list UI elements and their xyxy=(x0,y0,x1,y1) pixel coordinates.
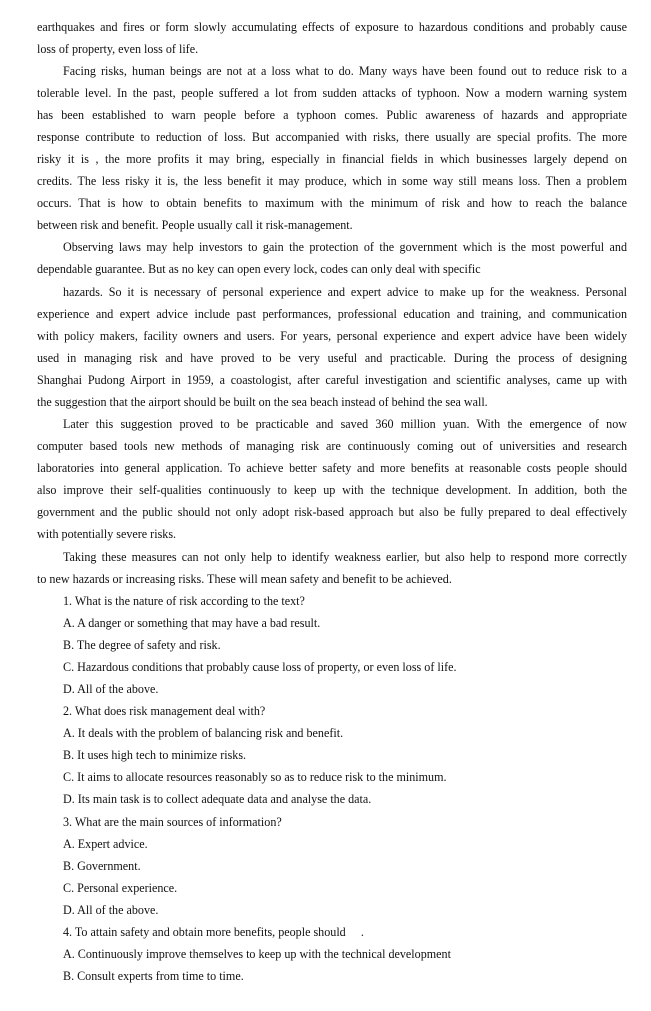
answer-option: A. It deals with the problem of balancing risk and benefit. xyxy=(63,726,344,740)
passage-line: occurs. That is how to obtain benefits to maximum with the minimum of risk and how to reach the balance xyxy=(37,196,627,210)
passage-line: loss of property, even loss of life. xyxy=(37,42,199,56)
passage-line: between risk and benefit. People usually call it risk-management. xyxy=(37,218,353,232)
passage-line: has been established to warn people before a typhoon comes. Public awareness of hazards and appropriate xyxy=(37,108,627,122)
passage-line: experience and expert advice include past performances, professional education and training, and communication xyxy=(37,307,627,321)
passage-line: Facing risks, human beings are not at a loss what to do. Many ways have been found out to reduce risk to a xyxy=(63,64,627,78)
passage-line: with potentially severe risks. xyxy=(37,527,177,541)
answer-option: B. Consult experts from time to time. xyxy=(63,969,244,983)
passage-line: risky it is , the more profits it may bring, especially in financial fields in which businesses largely depend on xyxy=(37,152,627,166)
passage-line: hazards. So it is necessary of personal experience and expert advice to make up for the weakness. Personal xyxy=(63,285,627,299)
answer-option: B. Government. xyxy=(63,859,141,873)
question-stem: 3. What are the main sources of information? xyxy=(63,815,282,829)
passage-line: credits. The less risky it is, the less benefit it may produce, which in some way still means loss. Then a problem xyxy=(37,174,627,188)
question-stem: 4. To attain safety and obtain more benefits, people should . xyxy=(63,925,364,939)
passage-line: to new hazards or increasing risks. These will mean safety and benefit to be achieved. xyxy=(37,572,452,586)
answer-option: C. Personal experience. xyxy=(63,881,178,895)
answer-option: D. Its main task is to collect adequate data and analyse the data. xyxy=(63,792,372,806)
answer-option: B. The degree of safety and risk. xyxy=(63,638,221,652)
question-stem: 2. What does risk management deal with? xyxy=(63,704,266,718)
passage-line: Observing laws may help investors to gain the protection of the government which is the most powerful and xyxy=(63,240,627,254)
passage-line: used in managing risk and have proved to be very useful and practicable. During the process of designing xyxy=(37,351,627,365)
passage-line: Later this suggestion proved to be practicable and saved 360 million yuan. With the emergence of now xyxy=(63,417,627,431)
passage-line: laboratories into general application. To achieve better safety and more benefits at reasonable costs people should xyxy=(37,461,627,475)
answer-option: A. Expert advice. xyxy=(63,837,148,851)
answer-option: B. It uses high tech to minimize risks. xyxy=(63,748,247,762)
passage-line: the suggestion that the airport should be built on the sea beach instead of behind the sea wall. xyxy=(37,395,488,409)
passage-line: Taking these measures can not only help to identify weakness earlier, but also help to respond more correctly xyxy=(63,550,627,564)
passage-line: with policy makers, facility owners and users. For years, personal experience and expert advice have been widely xyxy=(37,329,627,343)
answer-option: C. Hazardous conditions that probably cause loss of property, or even loss of life. xyxy=(63,660,457,674)
passage-line: response contribute to reduction of loss. But accompanied with risks, there usually are special profits. The more xyxy=(37,130,627,144)
passage-line: dependable guarantee. But as no key can open every lock, codes can only deal with specific xyxy=(37,262,481,276)
passage-line: earthquakes and fires or form slowly accumulating effects of exposure to hazardous conditions and probably cause xyxy=(37,20,627,34)
passage-line: computer based tools new methods of managing risk are continuously coming out of universities and research xyxy=(37,439,627,453)
passage-line: tolerable level. In the past, people suffered a lot from sudden attacks of typhoon. Now a modern warning system xyxy=(37,86,627,100)
answer-option: D. All of the above. xyxy=(63,682,159,696)
passage-line: also improve their self-qualities continuously to keep up with the technique development. In addition, both the xyxy=(37,483,627,497)
passage-line: Shanghai Pudong Airport in 1959, a coastologist, after careful investigation and scientific analyses, came up with xyxy=(37,373,627,387)
answer-option: A. Continuously improve themselves to keep up with the technical development xyxy=(63,947,451,961)
answer-option: A. A danger or something that may have a bad result. xyxy=(63,616,321,630)
question-stem: 1. What is the nature of risk according to the text? xyxy=(63,594,305,608)
passage-line: government and the public should not only adopt risk-based approach but also be fully prepared to deal effectively xyxy=(37,505,627,519)
answer-option: D. All of the above. xyxy=(63,903,159,917)
answer-option: C. It aims to allocate resources reasonably so as to reduce risk to the minimum. xyxy=(63,770,447,784)
